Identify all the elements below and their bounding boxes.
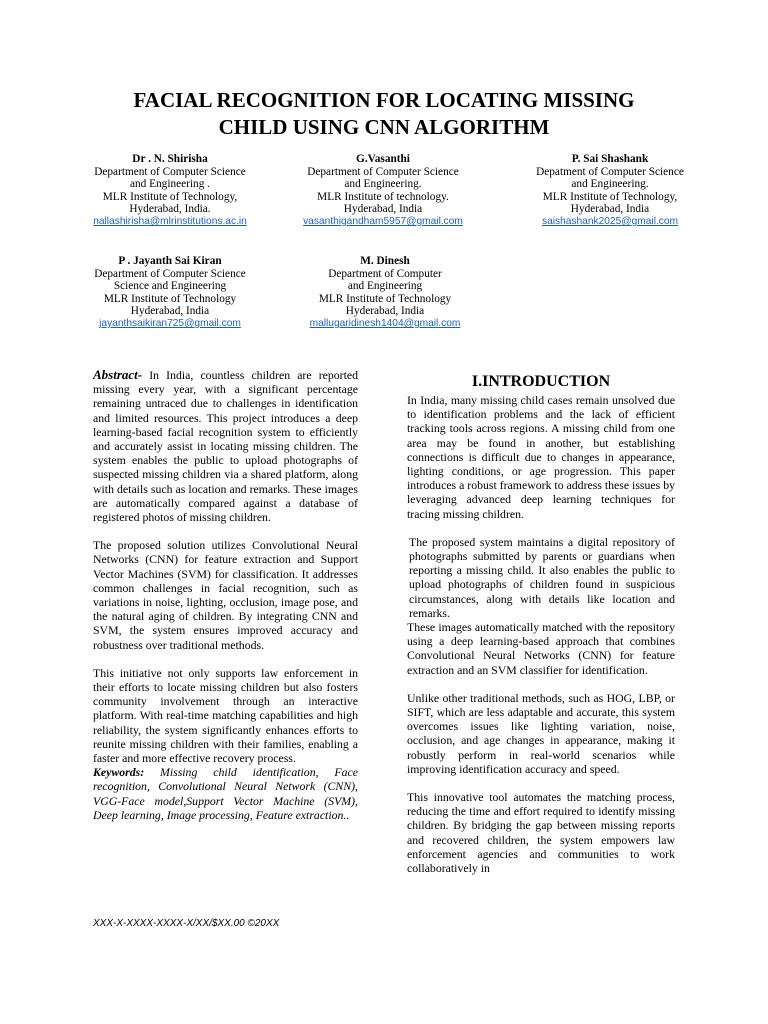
author-dept: Department of Computer Science xyxy=(307,165,459,178)
author-email-link[interactable]: nallashirisha@mlrinstitutions.ac.in xyxy=(93,215,247,227)
introduction-heading: I.INTRODUCTION xyxy=(471,373,611,390)
author-email-link[interactable]: mallugaridinesh1404@gmail.com xyxy=(309,317,461,329)
intro-paragraph-3: These images automatically matched with the repository using a deep learning-based approach that combines Convolutional Neural Networks (CNN) for feature extraction and an SVM classifier for identification. xyxy=(407,620,675,677)
intro-paragraph-1: In India, many missing child cases remain unsolved due to identification problems and the lack of efficient tracking tools across regions. A missing child from one area may be found in another, but establishing connections is difficult due to changes in appearance, lighting conditions, or age progression. This paper introduces a robust framework to address these issues by leveraging advanced deep learning techniques for tracing missing children. xyxy=(407,393,675,521)
keywords-paragraph xyxy=(93,765,358,822)
author-dept-cont: and Engineering. xyxy=(344,178,422,191)
title-line-1: FACIAL RECOGNITION FOR LOCATING MISSING xyxy=(133,88,635,112)
intro-paragraph-5: This innovative tool automates the matching process, reducing the time and effort required to identify missing children. By bridging the gap between missing reports and recovered children, the system empowers law enforcement agencies and communities to work collaboratively in xyxy=(407,790,675,876)
intro-paragraph-4: Unlike other traditional methods, such as HOG, LBP, or SIFT, which are less adaptable and accurate, this system overcomes issues like lighting variation, noise, occlusion, and age changes in appearance, making it robustly perform in real-world scenarios while improving identification accuracy and speed. xyxy=(407,690,675,776)
author-block-2 xyxy=(298,153,468,229)
author-institute: MLR Institute of Technology xyxy=(103,292,237,305)
author-email-link[interactable]: jayanthsaikiran725@gmail.com xyxy=(99,317,241,329)
author-name: P . Jayanth Sai Kiran xyxy=(118,255,222,267)
author-city: Hyderabad, India xyxy=(343,203,423,216)
author-email-link[interactable]: vasanthigandham5957@gmail.com xyxy=(303,215,463,227)
author-email-link[interactable]: saishashank2025@gmail.com xyxy=(541,215,679,227)
author-institute: MLR Institute of Technology, xyxy=(102,190,238,203)
author-institute: MLR Institute of Technology xyxy=(318,292,452,305)
author-city: Hyderabad, India. xyxy=(129,203,211,216)
abstract-paragraph-3: This initiative not only supports law enforcement in their efforts to locate missing children but also fosters community involvement through an interactive platform. With real-time matching capabilities and high reliability, the system significantly enhances efforts to reunite missing children with their families, enabling a faster and more effective recovery process. xyxy=(93,665,358,766)
abstract-paragraph-1 xyxy=(93,368,358,524)
paper-title xyxy=(60,87,708,141)
author-dept-cont: and Engineering. xyxy=(571,178,649,191)
keywords-text: Missing child identification, Face recognition, Convolutional Neural Network (CNN), VGG-Face model,Support Vector Machine (SVM), Deep learning, Image processing, Feature extraction.. xyxy=(93,765,358,822)
author-institute: MLR Institute of Technology, xyxy=(542,190,678,203)
author-name: G.Vasanthi xyxy=(356,153,410,165)
author-institute: MLR Institute of technology. xyxy=(317,190,449,203)
author-name: P. Sai Shashank xyxy=(571,153,649,165)
author-dept-cont: Science and Engineering xyxy=(113,280,227,293)
abstract-text-1: In India, countless children are reported missing every year, with a significant percentage remaining untraced due to challenges in identification and limited resources. This project introduces a deep learning-based facial recognition system to efficiently and accurately assist in locating missing children. The system enables the public to upload photographs of suspected missing children via a shared platform, along with details such as location and remarks. These images are automatically compared against a database of registered photos of missing children. xyxy=(93,368,358,525)
author-dept: Depatment of Computer Science xyxy=(536,165,684,178)
author-dept: Department of Computer Science xyxy=(94,267,246,280)
introduction-column xyxy=(407,393,675,938)
author-block-3 xyxy=(512,153,708,229)
intro-paragraph-2: The proposed system maintains a digital repository of photographs submitted by parents or guardians when reporting a missing child. It also enables the public to upload photographs of children found in suspicious circumstances, along with details like location and remarks. xyxy=(409,534,675,620)
author-block-1 xyxy=(80,153,260,229)
abstract-column xyxy=(93,368,358,822)
author-city: Hyderabad, India xyxy=(345,305,425,318)
author-block-5 xyxy=(300,255,470,331)
title-line-2: CHILD USING CNN ALGORITHM xyxy=(218,115,550,139)
author-dept-cont: and Engineering xyxy=(347,280,423,293)
abstract-label: Abstract- xyxy=(93,367,143,382)
keywords-label: Keywords: xyxy=(93,765,145,780)
author-dept: Department of Computer xyxy=(328,267,442,280)
author-name: M. Dinesh xyxy=(360,255,410,267)
author-name: Dr . N. Shirisha xyxy=(132,153,208,165)
copyright-footer: XXX-X-XXXX-XXXX-X/XX/$XX.00 ©20XX xyxy=(93,918,280,929)
author-city: Hyderabad, India xyxy=(130,305,210,318)
author-city: Hyderabad, India xyxy=(570,203,650,216)
author-dept: Department of Computer Science xyxy=(94,165,246,178)
abstract-paragraph-2: The proposed solution utilizes Convolutional Neural Networks (CNN) for feature extraction and Support Vector Machines (SVM) for classification. It addresses common challenges in facial recognition, such as variations in noise, lighting, occlusion, image pose, and the natural aging of children. By integrating CNN and SVM, the system ensures improved accuracy and robustness over traditional methods. xyxy=(93,538,358,652)
author-block-4 xyxy=(80,255,260,331)
author-dept-cont: and Engineering . xyxy=(130,178,210,191)
